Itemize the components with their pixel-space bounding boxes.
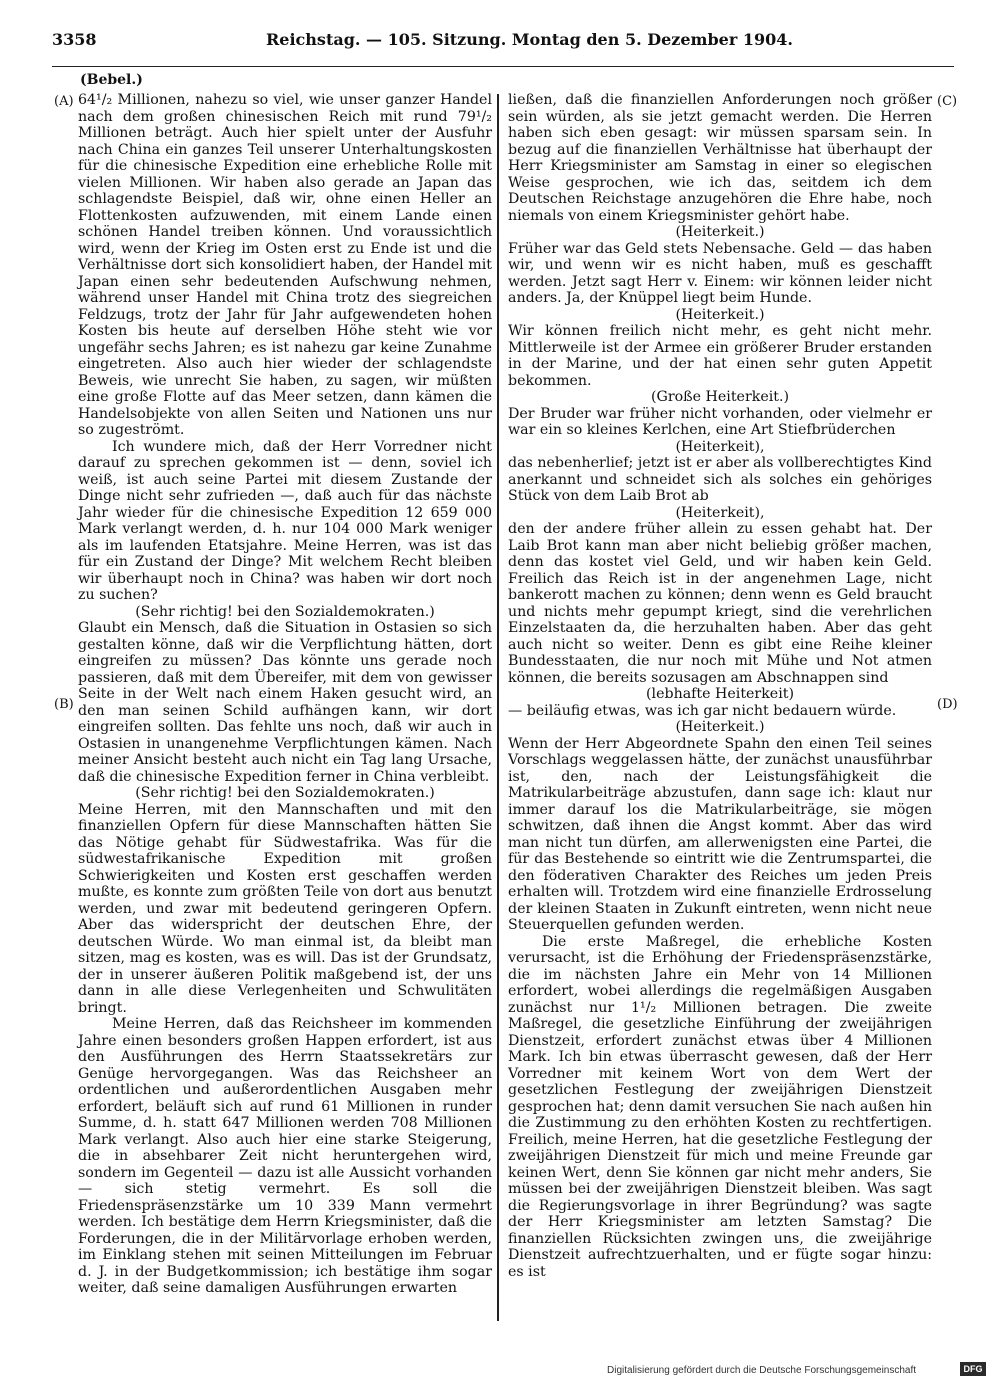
header-rule <box>52 66 954 67</box>
interjection: (lebhafte Heiterkeit) <box>646 686 794 702</box>
speaker-name: (Bebel.) <box>80 72 143 88</box>
right-column <box>508 92 932 1280</box>
left-column <box>78 92 492 1297</box>
page-header <box>52 30 954 52</box>
margin-marker-c: (C) <box>937 94 958 109</box>
paragraph: — beiläufig etwas, was ich gar nicht bedauern würde. <box>508 702 897 719</box>
interjection: (Sehr richtig! bei den Sozialdemokraten.) <box>135 785 435 801</box>
interjection: (Heiterkeit.) <box>675 224 765 240</box>
paragraph: Früher war das Geld stets Nebensache. Geld — das haben wir, und wenn wir es nicht haben, muß es geschafft werden. Jetzt sagt Herr v. Einem: wir können leider nicht anders. Ja, der Knüppel liegt beim Hunde. <box>508 240 932 306</box>
paragraph: Der Bruder war früher nicht vorhanden, oder vielmehr er war ein so kleines Kerlchen, eine Art Stiefbrüderchen <box>508 405 932 438</box>
paragraph: ließen, daß die finanziellen Anforderungen noch größer sein würden, als sie jetzt gemacht werden. Die Herren haben sich eben gesagt: wir müssen sparsam sein. In bezug auf die finanziellen Verhältnisse hat überhaupt der Herr Kriegsminister am Samstag in einer so elegischen Weise gesprochen, wie ich das, seitdem ich dem Deutschen Reichstage anzugehören die Ehre habe, noch niemals von einem Kriegsminister gehört habe. <box>508 92 932 224</box>
paragraph: den der andere früher allein zu essen gehabt hat. Der Laib Brot kann man aber nicht beliebig größer machen, denn das kostet viel Geld, und wir haben kein Geld. Freilich das Reich ist in der angenehmen Lage, nicht bankerott machen zu können; denn wenn es Geld braucht und nichts mehr gepumpt kriegt, sind die verehrlichen Einzelstaaten da, die herzuhalten haben. Aber das geht auch nicht so weiter. Denn es gibt eine Reihe kleiner Bundesstaaten, die nur noch mit Mühe und Not atmen können, die bereits sozusagen am Abschnappen sind <box>508 521 932 686</box>
paragraph: das nebenherlief; jetzt ist er aber als vollberechtigtes Kind anerkannt und schneidet sich als solches ein gehöriges Stück von dem Laib Brot ab <box>508 455 932 504</box>
margin-marker-a: (A) <box>54 94 74 109</box>
paragraph: Wenn der Herr Abgeordnete Spahn den einen Teil seines Vorschlags weggelassen hätte, der zunächst unausführbar ist, den, nach der Leistungsfähigkeit die Matrikularbeiträge abzustufen, dann sage ich: klaut nur immer darauf los die Matrikularbeiträge, sie mögen schwitzen, daß ihnen die Angst kommt. Aber das wird man nicht tun dürfen, am allerwenigsten eine Partei, die für das Bestehende so eintritt wie die Zentrumspartei, die den föderativen Charakter des Reiches um jeden Preis erhalten will. Trotzdem wird eine finanzielle Erdrosselung der kleinen Staaten in Zukunft eintreten, wenn nicht neue Steuerquellen gefunden werden. <box>508 735 932 933</box>
margin-marker-d: (D) <box>937 697 958 712</box>
paragraph: Ich wundere mich, daß der Herr Vorredner nicht darauf zu sprechen gekommen ist — denn, soviel ich weiß, ist auch seine Partei mit diesem Zustande der Dinge nicht sehr zufrieden —, daß auch für das nächste Jahr wieder für die chinesische Expedition 12 659 000 Mark verlangt werden, d. h. nur 104 000 Mark weniger als im laufenden Etatsjahre. Meine Herren, was ist das für ein Zustand der Dinge? Mit welchem Recht bleiben wir überhaupt noch in China? was haben wir dort noch zu suchen? <box>78 438 492 603</box>
interjection: (Heiterkeit.) <box>675 306 765 323</box>
interjection: (Sehr richtig! bei den Sozialdemokraten.) <box>135 603 435 620</box>
paragraph: Wir können freilich nicht mehr, es geht nicht mehr. Mittlerweile ist der Armee ein größerer Bruder erstanden in der Marine, und der hat einen sehr guten Appetit bekommen. <box>508 323 932 389</box>
paragraph: Meine Herren, daß das Reichsheer im kommenden Jahre einen besonders großen Happen erfordert, ist aus den Ausführungen des Herrn Staatssekretärs zur Genüge hervorgegangen. Was das Reichsheer an ordentlichen und außerordentlichen Ausgaben mehr erfordert, beläuft sich auf rund 61 Millionen in runder Summe, d. h. statt 647 Millionen werden 708 Millionen Mark verlangt. Also auch hier eine starke Steigerung, die in absehbarer Zeit nicht heruntergehen wird, sondern im Gegenteil — dazu ist alle Aussicht vorhanden — sich stetig vermehrt. Es soll die Friedenspräsenzstärke um 10 339 Mann vermehrt werden. Ich bestätige dem Herrn Kriegsminister, daß die Forderungen, die in der Militärvorlage erhoben werden, im Einklang stehen mit seinen Mitteilungen im Februar d. J. in der Budgetkommission; ich bestätige ihm sogar weiter, daß seine damaligen Ausführungen erwarten <box>78 1016 492 1296</box>
interjection: (Heiterkeit.) <box>675 719 765 735</box>
dfg-logo: DFG <box>960 1362 986 1376</box>
margin-marker-b: (B) <box>54 697 74 712</box>
interjection: (Heiterkeit), <box>675 504 765 521</box>
paragraph: Die erste Maßregel, die erhebliche Kosten verursacht, ist die Erhöhung der Friedenspräsenzstärke, die im nächsten Jahre ein Mehr von 14 Millionen erfordert, wobei allerdings die regelmäßigen Ausgaben zunächst nur 1¹/₂ Millionen betragen. Die zweite Maßregel, die gesetzliche Einführung der zweijährigen Dienstzeit, erfordert zunächst etwas über 4 Millionen Mark. Ich bin etwas überrascht gewesen, daß der Herr Vorredner mit keinem Wort von dem Wert der gesetzlichen Festlegung der zweijährigen Dienstzeit gesprochen hat; denn damit versuchen Sie nach außen hin die Zustimmung zu den erhöhten Kosten zu rechtfertigen. Freilich, meine Herren, hat die gesetzliche Festlegung der zweijährigen Dienstzeit für mich und meine Freunde gar keinen Wert, denn Sie können gar nicht mehr anders, Sie müssen bei der zweijährigen Dienstzeit bleiben. Was sagt die Regierungsvorlage in ihrer Begründung? was sagte der Herr Kriegsminister am letzten Samstag? Die finanziellen Rücksichten zwingen uns, die zweijährige Dienstzeit aufrechtzuerhalten, und er fügte sogar hinzu: es ist <box>508 933 932 1280</box>
paragraph: 64¹/₂ Millionen, nahezu so viel, wie unser ganzer Handel nach dem großen chinesischen Reich mit rund 79¹/₂ Millionen beträgt. Auch hier spielt unter der Ausfuhr nach China ein ganzes Teil unserer Unterhaltungskosten für die chinesische Expedition eine erhebliche Rolle mit vielen Millionen. Wir haben also gerade an Japan das schlagendste Beispiel, daß wir, ohne einen Heller an Flottenkosten aufzuwenden, mit einem Lande einen schönen Handel treiben können. Und voraussichtlich wird, wenn der Krieg im Osten erst zu Ende ist und die Verhältnisse dort sich konsolidiert haben, der Handel mit Japan einen sehr bedeutenden Aufschwung nehmen, während unser Handel mit China trotz des siegreichen Feldzugs, trotz der Jahr für Jahr aufgewendeten hohen Kosten bis heute auf derselben Höhe steht wie vor ungefähr sechs Jahren; es ist nahezu gar keine Zunahme eingetreten. Also auch hier wieder der schlagendste Beweis, wie unrecht Sie haben, zu sagen, wir müßten eine große Flotte auf das Meer setzen, dann kämen die Handelsobjekte von allen Seiten und Nationen uns nur so zugeströmt. <box>78 92 492 438</box>
interjection: (Große Heiterkeit.) <box>650 389 790 405</box>
paragraph: Glaubt ein Mensch, daß die Situation in Ostasien so sich gestalten könne, daß wir die Verpflichtung hätten, dort eingreifen zu müssen? Das könnte uns gerade noch passieren, daß mit dem Übereifer, mit dem von gewisser Seite in der Welt nach einem Haken gesucht wird, an den man seinen Schild aufhängen kann, wir dort eingreifen sollten. Das fehlte uns noch, daß wir auch in Ostasien in unangenehme Verpflichtungen kämen. Nach meiner Ansicht besteht auch nicht ein Tag lang Ursache, daß die chinesische Expedition ferner in China verbleibt. <box>78 620 492 785</box>
interjection: (Heiterkeit), <box>675 438 765 455</box>
paragraph: Meine Herren, mit den Mannschaften und mit den finanziellen Opfern für diese Mannschaften hätten Sie das Nötige gehabt für Südwestafrika. Was für die südwestafrikanische Expedition mit großen Schwierigkeiten und Kosten erst geschaffen werden mußte, es konnte zum größten Teile von dort aus benutzt werden, und zwar mit bedeutend geringeren Opfern. Aber das widerspricht der deutschen Ehre, der deutschen Würde. Wo man einmal ist, da bleibt man sitzen, mag es kosten, was es will. Das ist der Grundsatz, der in unserer äußeren Politik maßgebend ist, der uns dann in alle diese Verlegenheiten und Schwulitäten bringt. <box>78 801 492 1016</box>
running-title: Reichstag. — 105. Sitzung. Montag den 5. Dezember 1904. <box>266 30 793 49</box>
page-number: 3358 <box>52 30 97 49</box>
digitization-credit: Digitalisierung gefördert durch die Deutsche Forschungsgemeinschaft <box>607 1365 917 1376</box>
column-divider <box>497 94 499 1321</box>
